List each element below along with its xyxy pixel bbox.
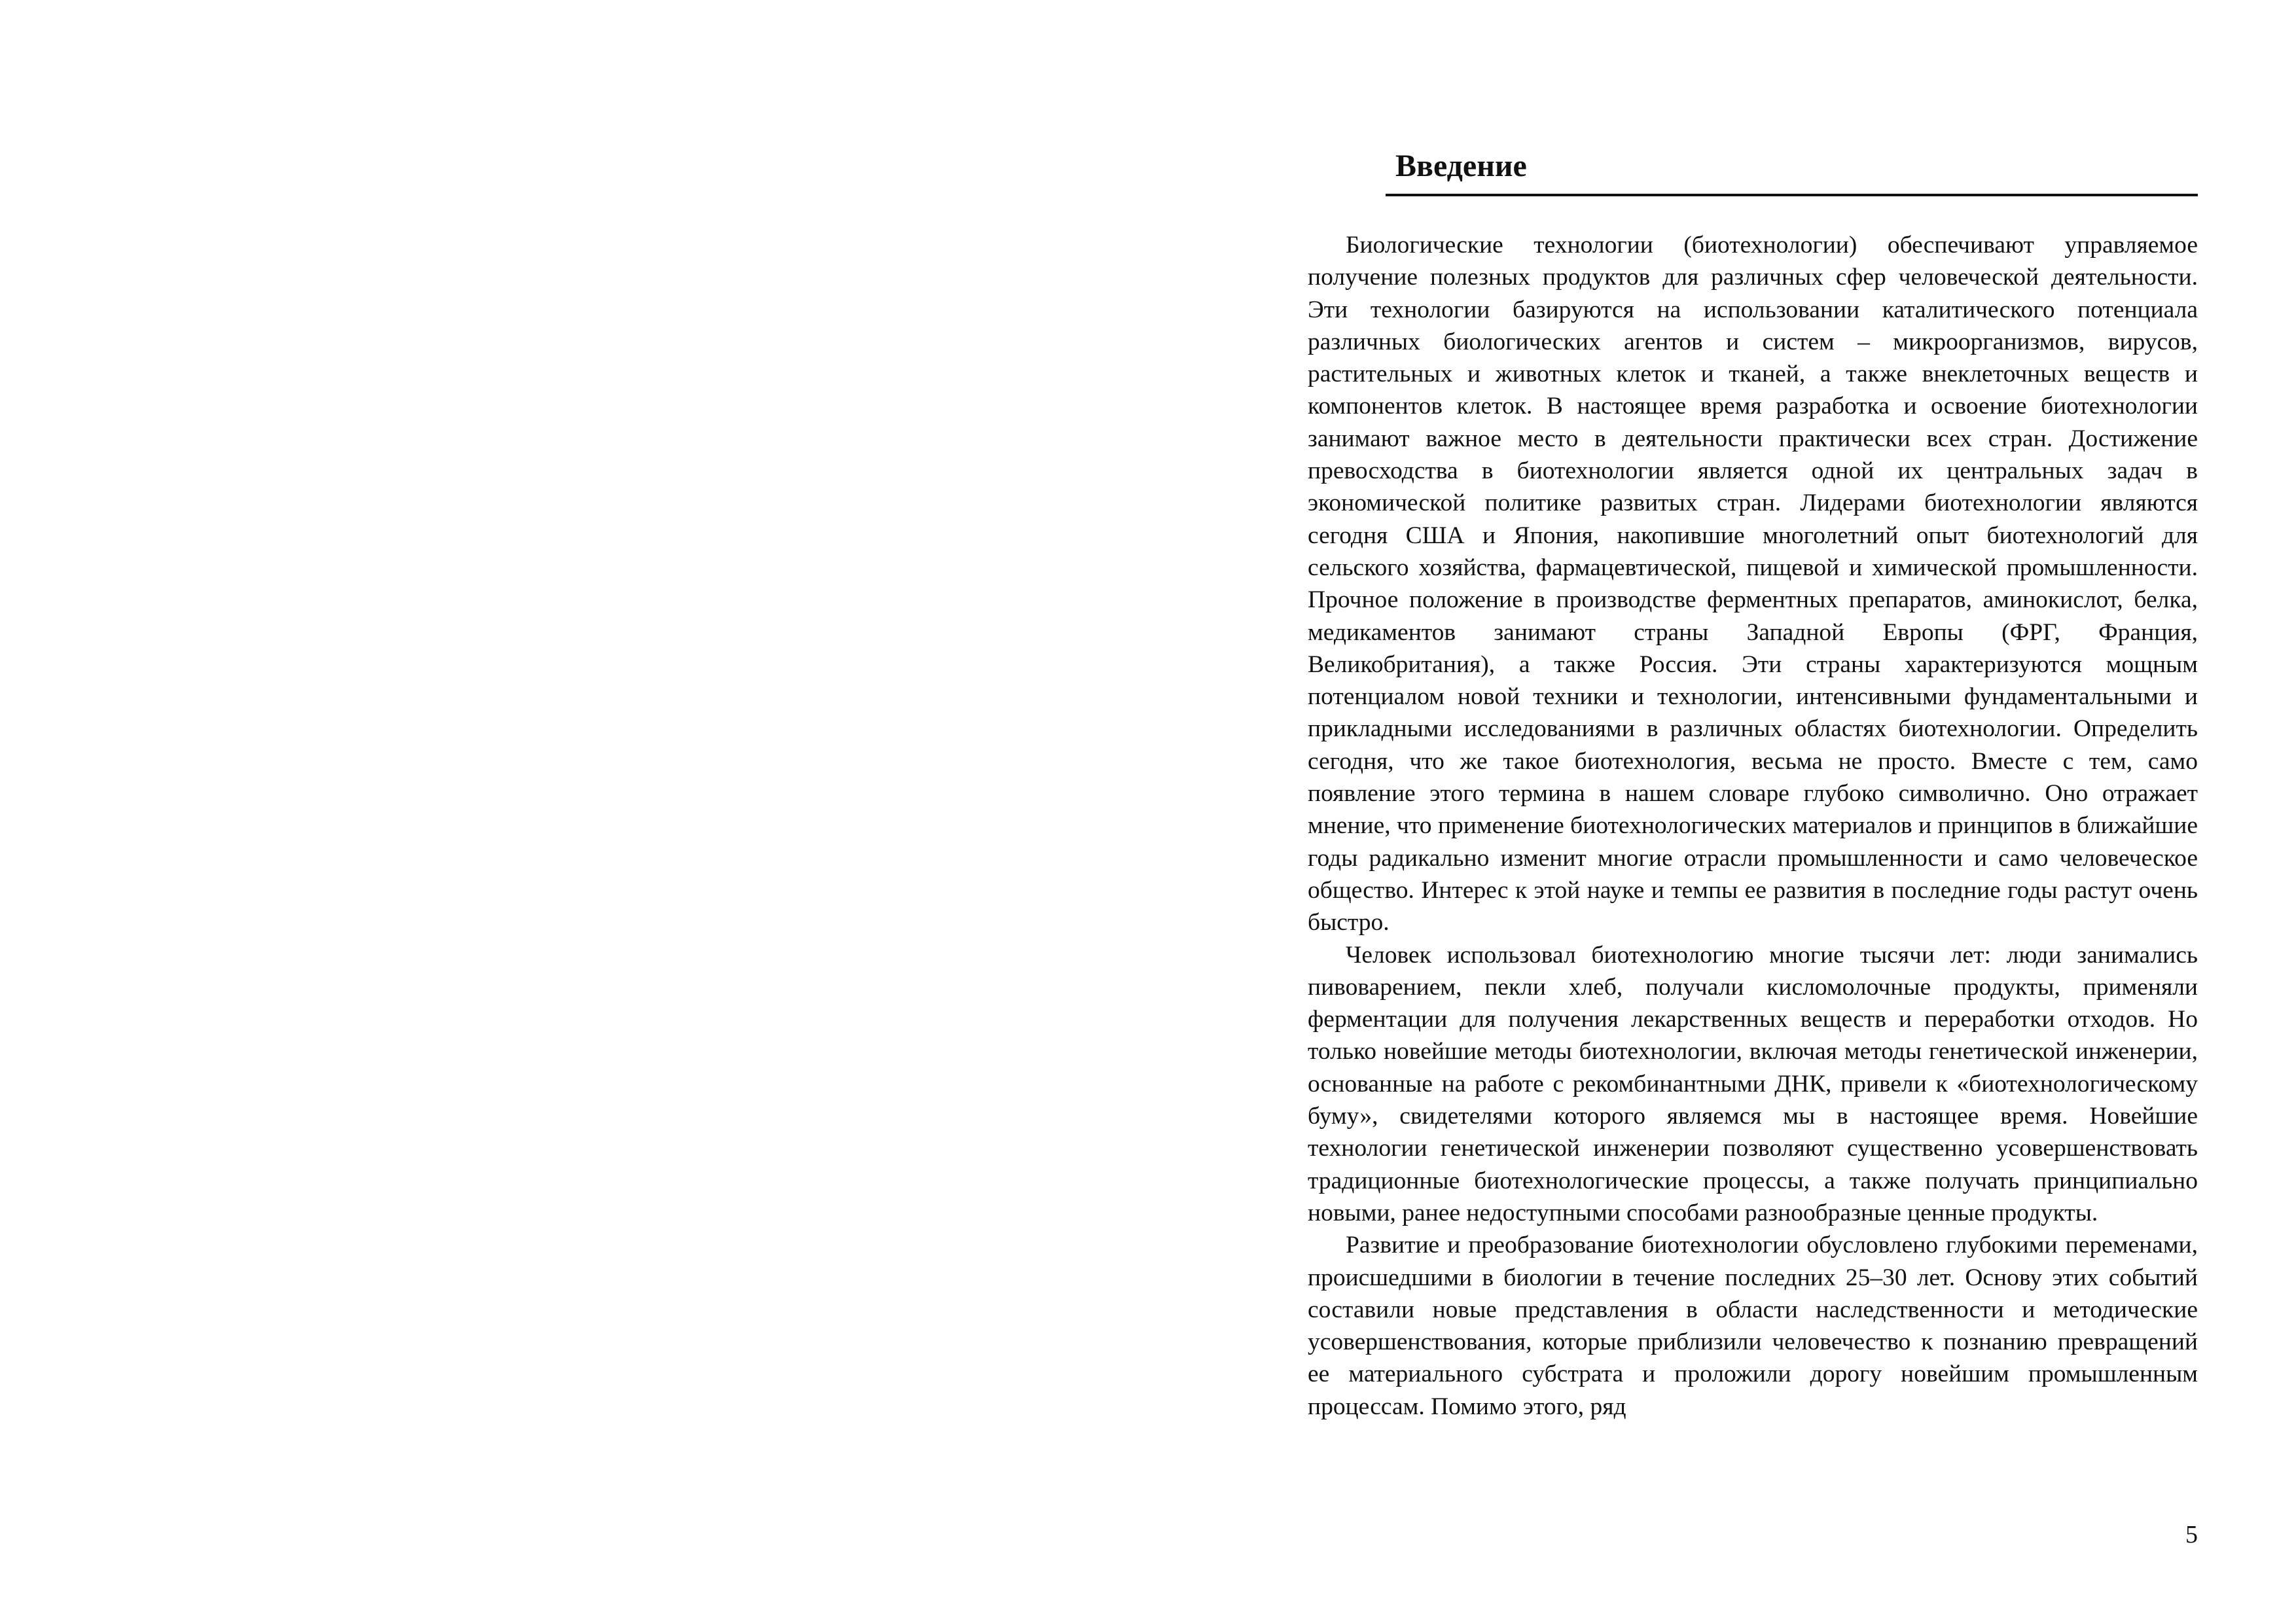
chapter-heading: Введение [1395,149,1527,183]
paragraph-3: Развитие и преобразование биотехнологии обусловлено глубокими переменами, происшедшими в биологии в течение последних 25–30 лет. Основу этих событий составили новые представления в области наследственности и методические усовершенствования, которые приблизили человечество к познанию превращений ее материального субстрата и проложили дорогу новейшим промышленным процессам. Помимо этого, ряд [1308,1232,2198,1420]
paragraph-2: Человек использовал биотехнологию многие тысячи лет: люди занимались пивоварением, пекли хлеб, получали кисломолочные продукты, применяли ферментации для получения лекарственных веществ и переработки отходов. Но только новейшие методы биотехнологии, включая методы генетической инженерии, основанные на работе с рекомбинантными ДНК, привели к «биотехнологическому буму», свидетелями которого являемся мы в настоящее время. Новейшие технологии генетической инженерии позволяют существенно усовершенствовать традиционные биотехнологические процессы, а также получать принципиально новыми, ранее недоступными способами разнообразные ценные продукты. [1308,941,2198,1226]
page-number: 5 [2185,1521,2198,1548]
heading-underline-rule [1386,194,2198,196]
body-text [1308,229,2198,1423]
right-page [1148,0,2296,1623]
paragraph-1: Биологические технологии (биотехнологии) обеспечивают управляемое получение полезных продуктов для различных сфер человеческой деятельности. Эти технологии базируются на использовании каталитического потенциала различных биологических агентов и систем – микроорганизмов, вирусов, растительных и животных клеток и тканей, а также внеклеточных веществ и компонентов клеток. В настоящее время разработка и освоение биотехнологии занимают важное место в деятельности практически всех стран. Достижение превосходства в биотехнологии является одной их центральных задач в экономической политике развитых стран. Лидерами биотехнологии являются сегодня США и Япония, накопившие многолетний опыт биотехнологий для сельского хозяйства, фармацевтической, пищевой и химической промышленности. Прочное положение в производстве ферментных препаратов, аминокислот, белка, медикаментов занимают страны Западной Европы (ФРГ, Франция, Великобритания), а также Россия. Эти страны характеризуются мощным потенциалом новой техники и технологии, интенсивными фундаментальными и прикладными исследованиями в различных областях биотехнологии. Определить сегодня, что же такое биотехнология, весьма не просто. Вместе с тем, само появление этого термина в нашем словаре глубоко символично. Оно отражает мнение, что применение биотехнологических материалов и принципов в ближайшие годы радикально изменит многие отрасли промышленности и само человеческое общество. Интерес к этой науке и темпы ее развития в последние годы растут очень быстро. [1308,232,2198,936]
